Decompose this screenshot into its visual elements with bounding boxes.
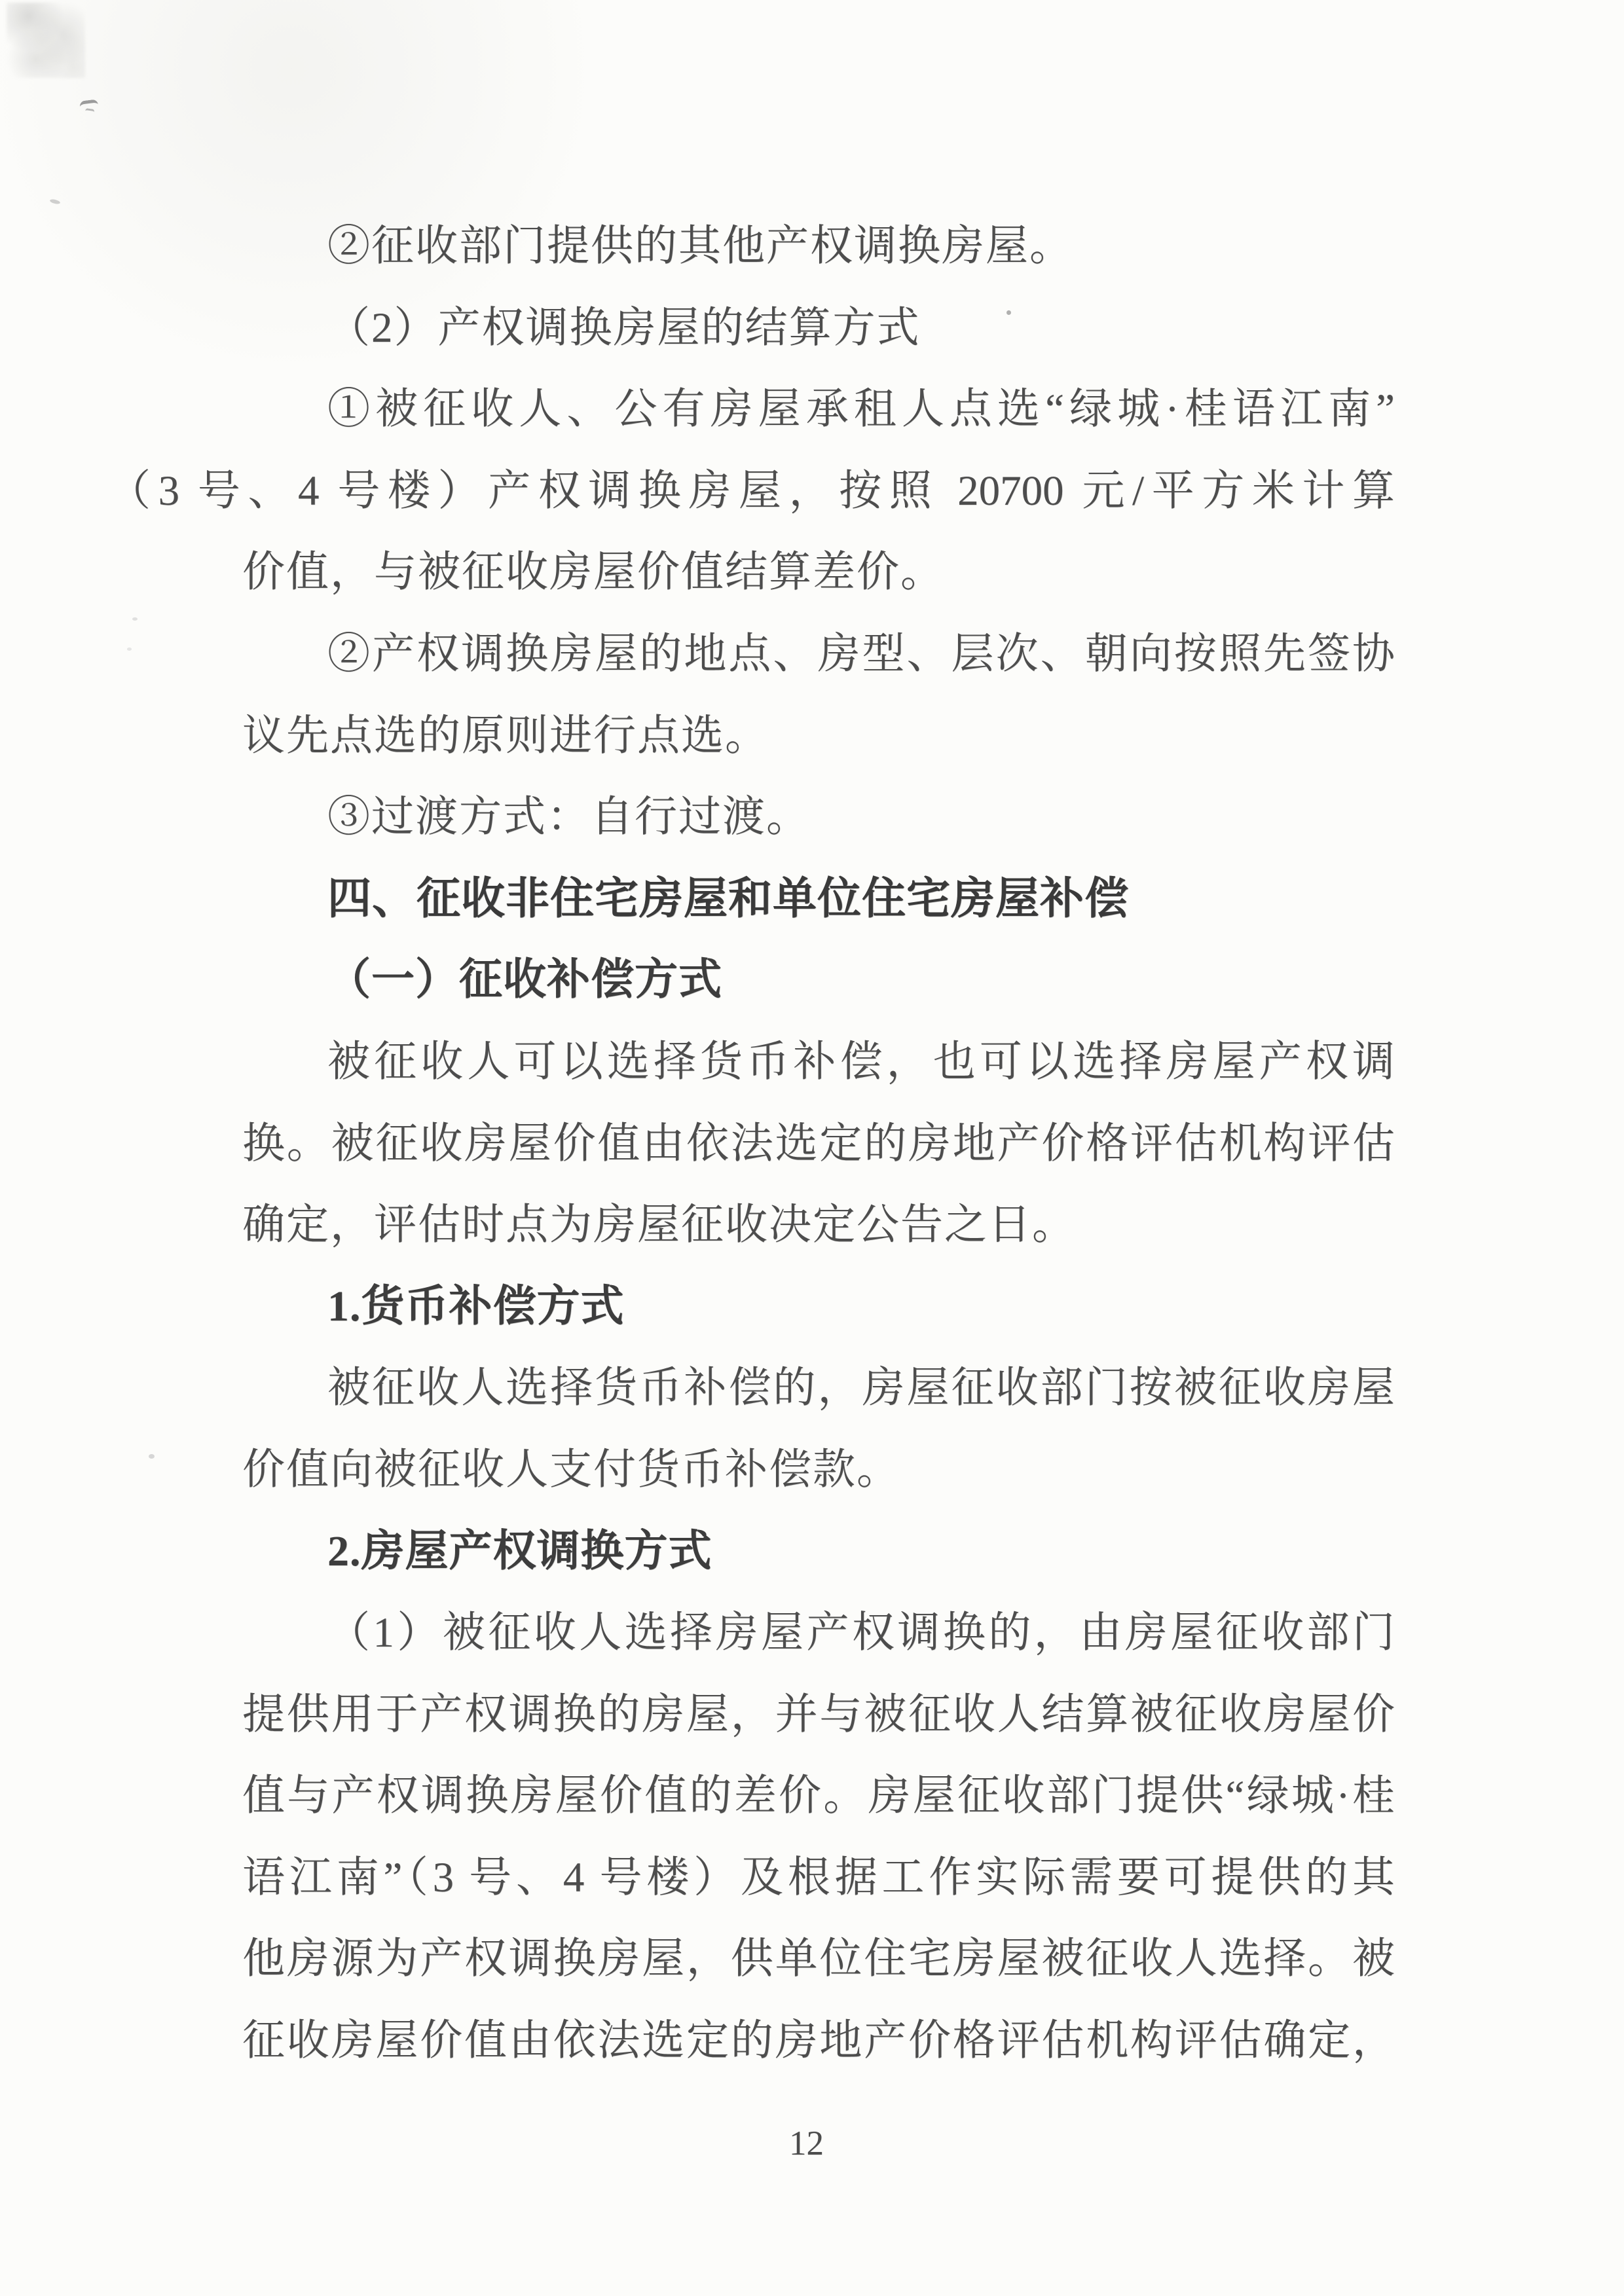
text-line: 2.房屋产权调换方式 bbox=[327, 1527, 712, 1575]
text-line: 四、征收非住宅房屋和单位住宅房屋补偿 bbox=[327, 873, 1129, 923]
text-line: 征收房屋价值由依法选定的房地产价格评估机构评估确定， bbox=[242, 2017, 1395, 2065]
text-block bbox=[108, 206, 1395, 2082]
text-line: （1）被征收人选择房屋产权调换的，由房屋征收部门 bbox=[327, 1609, 1395, 1657]
scan-artifact-pen-mark bbox=[84, 108, 94, 115]
text-line: 议先点选的原则进行点选。 bbox=[242, 712, 769, 759]
text-line: （3 号、4 号楼）产权调换房屋，按照 20700 元/平方米计算 bbox=[108, 467, 1395, 515]
text-line: 1.货币补偿方式 bbox=[327, 1282, 625, 1330]
scan-artifact-speck bbox=[149, 1454, 155, 1459]
text-line: ①被征收人、公有房屋承租人点选“绿城·桂语江南” bbox=[327, 386, 1395, 433]
scan-artifact-smudge bbox=[7, 3, 85, 78]
text-line: 被征收人选择货币补偿的，房屋征收部门按被征收房屋 bbox=[327, 1364, 1395, 1412]
text-line: ②产权调换房屋的地点、房型、层次、朝向按照先签协 bbox=[327, 630, 1395, 678]
text-line: 他房源为产权调换房屋，供单位住宅房屋被征收人选择。被 bbox=[242, 1935, 1395, 1983]
text-line: ②征收部门提供的其他产权调换房屋。 bbox=[327, 223, 1074, 270]
scan-artifact-speck bbox=[50, 198, 61, 205]
text-line: （一）征收补偿方式 bbox=[327, 956, 722, 1004]
text-line: 语江南”（3 号、4 号楼）及根据工作实际需要可提供的其 bbox=[242, 1853, 1395, 1901]
text-line: 价值向被征收人支付货币补偿款。 bbox=[242, 1446, 901, 1493]
text-line: 被征收人可以选择货币补偿，也可以选择房屋产权调 bbox=[327, 1038, 1395, 1085]
scan-artifact-pen-mark bbox=[79, 99, 99, 112]
scan-artifact-speck bbox=[132, 617, 138, 621]
scan-artifact-speck bbox=[127, 647, 132, 651]
text-line: 值与产权调换房屋价值的差价。房屋征收部门提供“绿城·桂 bbox=[242, 1772, 1395, 1820]
page-number: 12 bbox=[789, 2124, 824, 2162]
text-line: 换。被征收房屋价值由依法选定的房地产价格评估机构评估 bbox=[242, 1120, 1395, 1167]
text-line: ③过渡方式：自行过渡。 bbox=[327, 793, 811, 841]
text-line: （2）产权调换房屋的结算方式 bbox=[327, 304, 921, 352]
text-line: 价值，与被征收房屋价值结算差价。 bbox=[242, 549, 945, 596]
text-line: 确定，评估时点为房屋征收决定公告之日。 bbox=[242, 1201, 1077, 1249]
text-line: 提供用于产权调换的房屋，并与被征收人结算被征收房屋价 bbox=[242, 1690, 1395, 1738]
